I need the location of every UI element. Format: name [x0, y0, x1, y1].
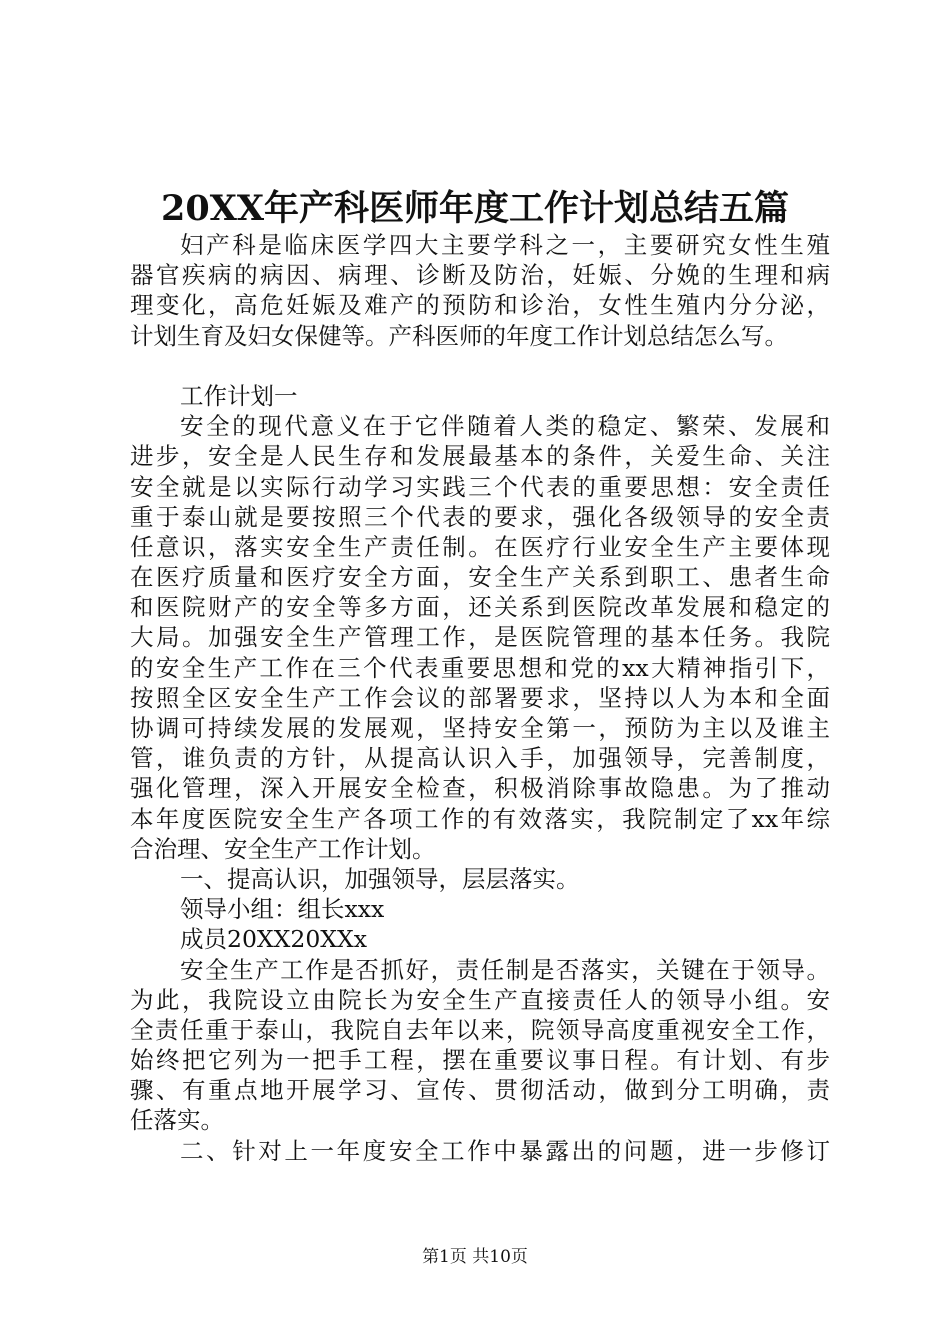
- text-line: 安全生产工作是否抓好，责任制是否落实，关键在于领导。: [180, 955, 830, 984]
- blank-line: [130, 351, 830, 381]
- text-line: 和医院财产的安全等多方面，还关系到医院改革发展和稳定的: [130, 593, 830, 622]
- text-line: 始终把它列为一把手工程，摆在重要议事日程。有计划、有步: [130, 1046, 830, 1075]
- text-line: 合治理、安全生产工作计划。: [130, 834, 436, 863]
- document-title: 20XX年产科医师年度工作计划总结五篇: [160, 188, 790, 229]
- text-line: 进步，安全是人民生存和发展最基本的条件，关爱生命、关注: [130, 442, 830, 471]
- text-line: 为此，我院设立由院长为安全生产直接责任人的领导小组。安: [130, 985, 830, 1014]
- text-line: 任落实。: [130, 1106, 224, 1135]
- text-line: 安全的现代意义在于它伴随着人类的稳定、繁荣、发展和: [180, 412, 830, 441]
- text-line: 在医疗质量和医疗安全方面，安全生产关系到职工、患者生命: [130, 563, 830, 592]
- text-line: 大局。加强安全生产管理工作，是医院管理的基本任务。我院: [130, 623, 830, 652]
- text-line: 计划生育及妇女保健等。产科医师的年度工作计划总结怎么写。: [130, 321, 788, 350]
- text-line: 任意识，落实安全生产责任制。在医疗行业安全生产主要体现: [130, 532, 830, 561]
- text-line: 骤、有重点地开展学习、宣传、贯彻活动，做到分工明确，责: [130, 1076, 830, 1105]
- text-line: 领导小组：组长xxx: [180, 895, 385, 924]
- text-line: 本年度医院安全生产各项工作的有效落实，我院制定了xx年综: [130, 804, 830, 833]
- document-body: [130, 230, 830, 1166]
- page-number: 第1页 共10页: [422, 1247, 528, 1267]
- text-line: 妇产科是临床医学四大主要学科之一，主要研究女性生殖: [180, 231, 830, 259]
- text-line: 成员20XX20XXx: [180, 925, 367, 954]
- text-line: 按照全区安全生产工作会议的部署要求，坚持以人为本和全面: [130, 683, 830, 712]
- text-line: 重于泰山就是要按照三个代表的要求，强化各级领导的安全责: [130, 502, 830, 531]
- text-line: 全责任重于泰山，我院自去年以来，院领导高度重视安全工作，: [130, 1015, 830, 1044]
- text-line: 理变化，高危妊娠及难产的预防和诊治，女性生殖内分分泌，: [130, 291, 830, 320]
- section-heading: 工作计划一: [180, 381, 298, 410]
- text-line: 的安全生产工作在三个代表重要思想和党的xx大精神指引下，: [130, 653, 830, 682]
- subsection-heading: 一、提高认识，加强领导，层层落实。: [180, 864, 580, 893]
- text-line: 安全就是以实际行动学习实践三个代表的重要思想：安全责任: [130, 472, 830, 501]
- text-line: 器官疾病的病因、病理、诊断及防治，妊娠、分娩的生理和病: [130, 261, 830, 290]
- subsection-heading: 二、针对上一年度安全工作中暴露出的问题，进一步修订: [180, 1136, 830, 1165]
- text-line: 强化管理，深入开展安全检查，积极消除事故隐患。为了推动: [130, 774, 830, 803]
- text-line: 管，谁负责的方针，从提高认识入手，加强领导，完善制度，: [130, 744, 830, 773]
- text-line: 协调可持续发展的发展观，坚持安全第一，预防为主以及谁主: [130, 714, 830, 742]
